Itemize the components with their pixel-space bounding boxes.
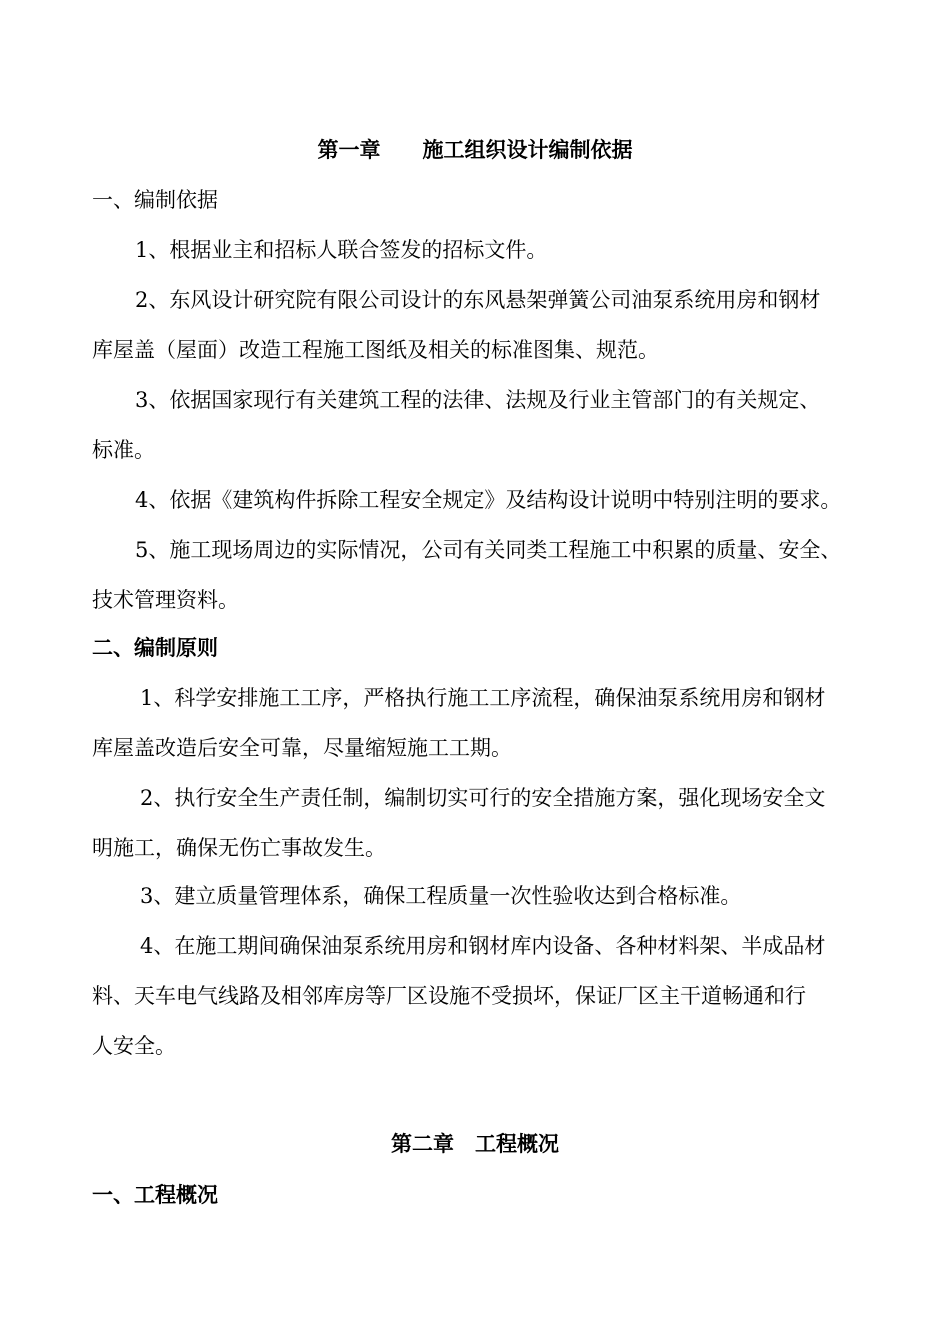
chapter-2-title: 第二章 工程概况 (391, 1131, 559, 1156)
principle-item-3: 3、建立质量管理体系，确保工程质量一次性验收达到合格标准。 (140, 884, 742, 908)
principle-item-4-cont: 料、天车电气线路及相邻库房等厂区设施不受损坏，保证厂区主干道畅通和行 (92, 984, 806, 1008)
principle-item-1-cont: 库屋盖改造后安全可靠，尽量缩短施工工期。 (92, 736, 512, 760)
section-heading-overview: 一、工程概况 (92, 1182, 218, 1207)
chapter-1-title: 第一章 施工组织设计编制依据 (317, 137, 633, 162)
basis-item-5: 5、施工现场周边的实际情况，公司有关同类工程施工中积累的质量、安全、 (135, 538, 842, 562)
principle-item-4: 4、在施工期间确保油泵系统用房和钢材库内设备、各种材料架、半成品材 (140, 934, 826, 958)
principle-item-1: 1、科学安排施工工序，严格执行施工工序流程，确保油泵系统用房和钢材 (140, 686, 826, 710)
principle-item-4-cont2: 人安全。 (92, 1034, 176, 1058)
basis-item-3: 3、依据国家现行有关建筑工程的法律、法规及行业主管部门的有关规定、 (135, 388, 821, 412)
principle-item-2: 2、执行安全生产责任制，编制切实可行的安全措施方案，强化现场安全文 (140, 786, 826, 810)
basis-item-3-cont: 标准。 (92, 438, 155, 462)
basis-item-2-cont: 库屋盖（屋面）改造工程施工图纸及相关的标准图集、规范。 (92, 338, 659, 362)
principle-item-2-cont: 明施工，确保无伤亡事故发生。 (92, 836, 386, 860)
section-heading-basis: 一、编制依据 (92, 188, 218, 212)
basis-item-5-cont: 技术管理资料。 (92, 588, 239, 612)
basis-item-2: 2、东风设计研究院有限公司设计的东风悬架弹簧公司油泵系统用房和钢材 (135, 288, 821, 312)
basis-item-1: 1、根据业主和招标人联合签发的招标文件。 (135, 238, 548, 262)
basis-item-4: 4、依据《建筑构件拆除工程安全规定》及结构设计说明中特别注明的要求。 (135, 488, 842, 512)
section-heading-principles: 二、编制原则 (92, 635, 218, 660)
